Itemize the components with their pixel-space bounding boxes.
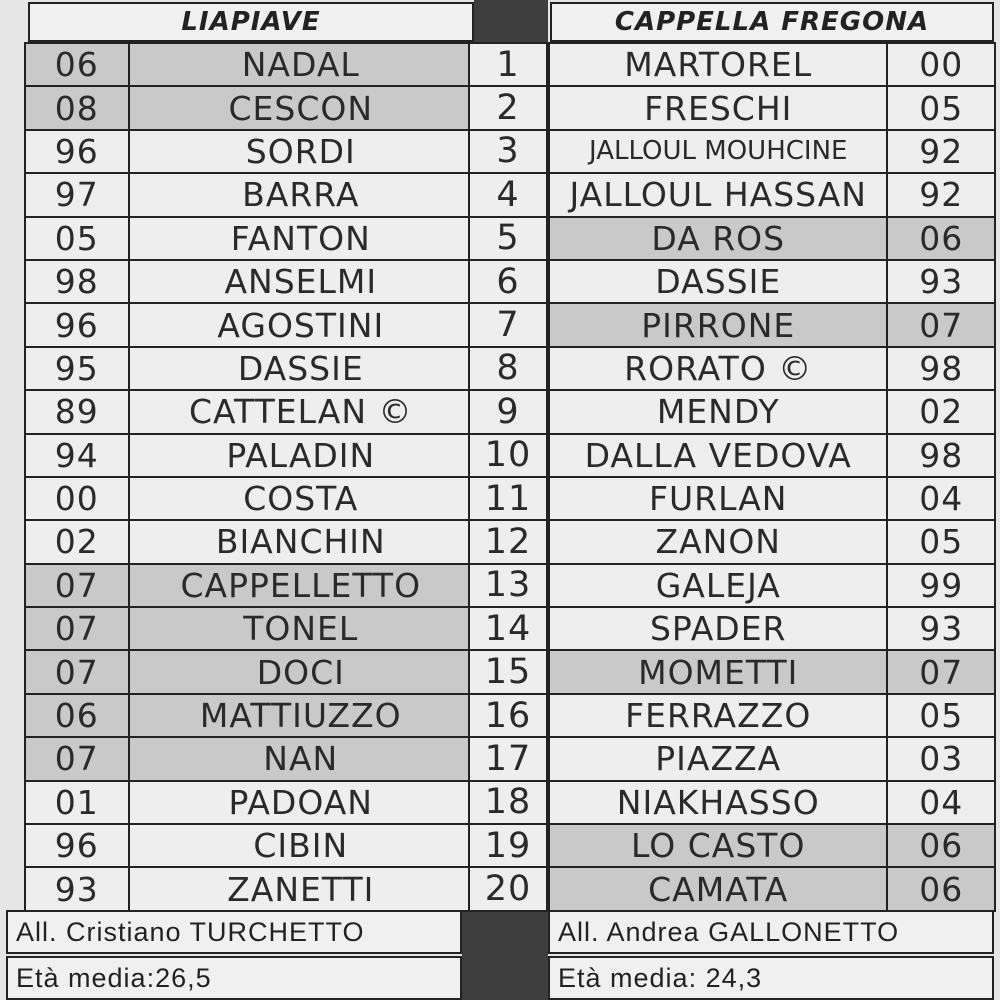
shirt-number: 6 (470, 261, 548, 304)
player-name: COSTA (130, 478, 474, 521)
roster-row (26, 695, 474, 738)
roster-row (26, 521, 474, 564)
player-name: GALEJA (550, 565, 888, 608)
player-birth-year: 89 (26, 391, 130, 434)
player-birth-year: 93 (26, 868, 130, 911)
player-name: AGOSTINI (130, 304, 474, 347)
player-name: CESCON (130, 87, 474, 130)
player-birth-year: 93 (888, 608, 996, 651)
player-birth-year: 02 (888, 391, 996, 434)
player-birth-year: 97 (26, 174, 130, 217)
player-birth-year: 96 (26, 131, 130, 174)
player-name: FRESCHI (550, 87, 888, 130)
right-team-roster (548, 42, 996, 912)
number-row (470, 435, 548, 478)
player-name: DASSIE (130, 348, 474, 391)
player-name: ZANON (550, 521, 888, 564)
player-birth-year: 94 (26, 435, 130, 478)
shirt-number: 17 (470, 738, 548, 781)
player-birth-year: 07 (888, 651, 996, 694)
player-name: MENDY (550, 391, 888, 434)
player-birth-year: 96 (26, 304, 130, 347)
player-birth-year: 00 (888, 44, 996, 87)
number-row (470, 825, 548, 868)
left-team-roster (24, 42, 474, 912)
player-birth-year: 93 (888, 261, 996, 304)
roster-row (26, 565, 474, 608)
shirt-number: 20 (470, 868, 548, 911)
roster-row (550, 695, 996, 738)
player-birth-year: 96 (26, 825, 130, 868)
player-name: PALADIN (130, 435, 474, 478)
shirt-number: 16 (470, 695, 548, 738)
roster-row (550, 565, 996, 608)
roster-row (26, 174, 474, 217)
roster-row (26, 478, 474, 521)
number-row (470, 391, 548, 434)
player-birth-year: 01 (26, 782, 130, 825)
player-birth-year: 07 (26, 608, 130, 651)
player-birth-year: 08 (26, 87, 130, 130)
player-name: ZANETTI (130, 868, 474, 911)
shirt-number: 12 (470, 521, 548, 564)
player-birth-year: 05 (888, 695, 996, 738)
shirt-number: 11 (470, 478, 548, 521)
player-name: CATTELAN © (130, 391, 474, 434)
header-divider (474, 0, 548, 44)
player-name: SPADER (550, 608, 888, 651)
shirt-numbers (468, 42, 548, 912)
player-name: DA ROS (550, 218, 888, 261)
player-name: ANSELMI (130, 261, 474, 304)
roster-row (26, 131, 474, 174)
player-name: DALLA VEDOVA (550, 435, 888, 478)
roster-row (26, 782, 474, 825)
player-birth-year: 98 (888, 348, 996, 391)
shirt-number: 2 (470, 87, 548, 130)
player-name: LO CASTO (550, 825, 888, 868)
number-row (470, 565, 548, 608)
player-birth-year: 06 (888, 218, 996, 261)
player-name: BIANCHIN (130, 521, 474, 564)
player-name: NADAL (130, 44, 474, 87)
right-average-age: Età media: 24,3 (548, 956, 994, 1000)
roster-row (550, 478, 996, 521)
roster-row (26, 868, 474, 911)
player-name: MATTIUZZO (130, 695, 474, 738)
player-birth-year: 98 (888, 435, 996, 478)
left-team-name: LIAPIAVE (28, 2, 474, 42)
player-birth-year: 99 (888, 565, 996, 608)
number-row (470, 521, 548, 564)
roster-row (26, 218, 474, 261)
shirt-number: 10 (470, 435, 548, 478)
roster-row (550, 435, 996, 478)
roster-row (550, 738, 996, 781)
player-birth-year: 05 (26, 218, 130, 261)
shirt-number: 19 (470, 825, 548, 868)
left-coach: All. Cristiano TURCHETTO (6, 910, 462, 954)
number-row (470, 261, 548, 304)
roster-row (26, 304, 474, 347)
roster-row (26, 435, 474, 478)
shirt-number: 4 (470, 174, 548, 217)
shirt-number: 15 (470, 651, 548, 694)
shirt-number: 18 (470, 782, 548, 825)
roster-row (550, 825, 996, 868)
number-row (470, 478, 548, 521)
number-row (470, 131, 548, 174)
shirt-number: 5 (470, 218, 548, 261)
shirt-number: 3 (470, 131, 548, 174)
player-name: JALLOUL MOUHCINE (550, 131, 888, 174)
number-row (470, 44, 548, 87)
shirt-number: 8 (470, 348, 548, 391)
number-row (470, 738, 548, 781)
player-birth-year: 03 (888, 738, 996, 781)
footer-divider (462, 910, 548, 1000)
number-row (470, 868, 548, 911)
player-birth-year: 04 (888, 478, 996, 521)
player-name: NIAKHASSO (550, 782, 888, 825)
player-birth-year: 00 (26, 478, 130, 521)
player-name: JALLOUL HASSAN (550, 174, 888, 217)
roster-row (550, 782, 996, 825)
right-team-name: CAPPELLA FREGONA (550, 2, 994, 42)
player-name: FERRAZZO (550, 695, 888, 738)
player-birth-year: 07 (888, 304, 996, 347)
number-row (470, 651, 548, 694)
player-birth-year: 92 (888, 174, 996, 217)
player-birth-year: 95 (26, 348, 130, 391)
player-birth-year: 05 (888, 521, 996, 564)
roster-row (550, 44, 996, 87)
roster-row (550, 651, 996, 694)
player-birth-year: 04 (888, 782, 996, 825)
player-birth-year: 07 (26, 738, 130, 781)
player-birth-year: 02 (26, 521, 130, 564)
player-name: PADOAN (130, 782, 474, 825)
number-row (470, 87, 548, 130)
roster-row (550, 131, 996, 174)
roster-row (26, 391, 474, 434)
player-name: DOCI (130, 651, 474, 694)
player-birth-year: 06 (888, 825, 996, 868)
shirt-number: 14 (470, 608, 548, 651)
player-birth-year: 06 (888, 868, 996, 911)
player-name: CIBIN (130, 825, 474, 868)
player-name: CAMATA (550, 868, 888, 911)
player-birth-year: 06 (26, 695, 130, 738)
number-row (470, 348, 548, 391)
roster-row (26, 44, 474, 87)
player-name: CAPPELLETTO (130, 565, 474, 608)
shirt-number: 13 (470, 565, 548, 608)
right-coach: All. Andrea GALLONETTO (548, 910, 994, 954)
roster-row (26, 608, 474, 651)
number-row (470, 304, 548, 347)
player-name: FANTON (130, 218, 474, 261)
player-birth-year: 92 (888, 131, 996, 174)
number-row (470, 218, 548, 261)
player-name: MOMETTI (550, 651, 888, 694)
player-birth-year: 05 (888, 87, 996, 130)
left-average-age: Età media:26,5 (6, 956, 462, 1000)
player-name: SORDI (130, 131, 474, 174)
roster-row (26, 651, 474, 694)
player-name: NAN (130, 738, 474, 781)
roster-row (550, 261, 996, 304)
player-birth-year: 07 (26, 565, 130, 608)
roster-row (26, 348, 474, 391)
player-name: PIRRONE (550, 304, 888, 347)
shirt-number: 1 (470, 44, 548, 87)
player-name: MARTOREL (550, 44, 888, 87)
number-row (470, 608, 548, 651)
roster-row (550, 391, 996, 434)
player-name: DASSIE (550, 261, 888, 304)
shirt-number: 7 (470, 304, 548, 347)
player-name: FURLAN (550, 478, 888, 521)
shirt-number: 9 (470, 391, 548, 434)
roster-row (26, 825, 474, 868)
roster-row (26, 261, 474, 304)
roster-row (550, 174, 996, 217)
player-name: BARRA (130, 174, 474, 217)
player-birth-year: 06 (26, 44, 130, 87)
player-name: PIAZZA (550, 738, 888, 781)
number-row (470, 782, 548, 825)
player-birth-year: 07 (26, 651, 130, 694)
roster-row (550, 218, 996, 261)
number-row (470, 695, 548, 738)
roster-row (550, 521, 996, 564)
player-birth-year: 98 (26, 261, 130, 304)
roster-row (26, 738, 474, 781)
player-name: TONEL (130, 608, 474, 651)
number-row (470, 174, 548, 217)
roster-row (550, 608, 996, 651)
player-name: RORATO © (550, 348, 888, 391)
roster-row (550, 348, 996, 391)
roster-row (550, 87, 996, 130)
roster-row (26, 87, 474, 130)
roster-row (550, 868, 996, 911)
roster-row (550, 304, 996, 347)
